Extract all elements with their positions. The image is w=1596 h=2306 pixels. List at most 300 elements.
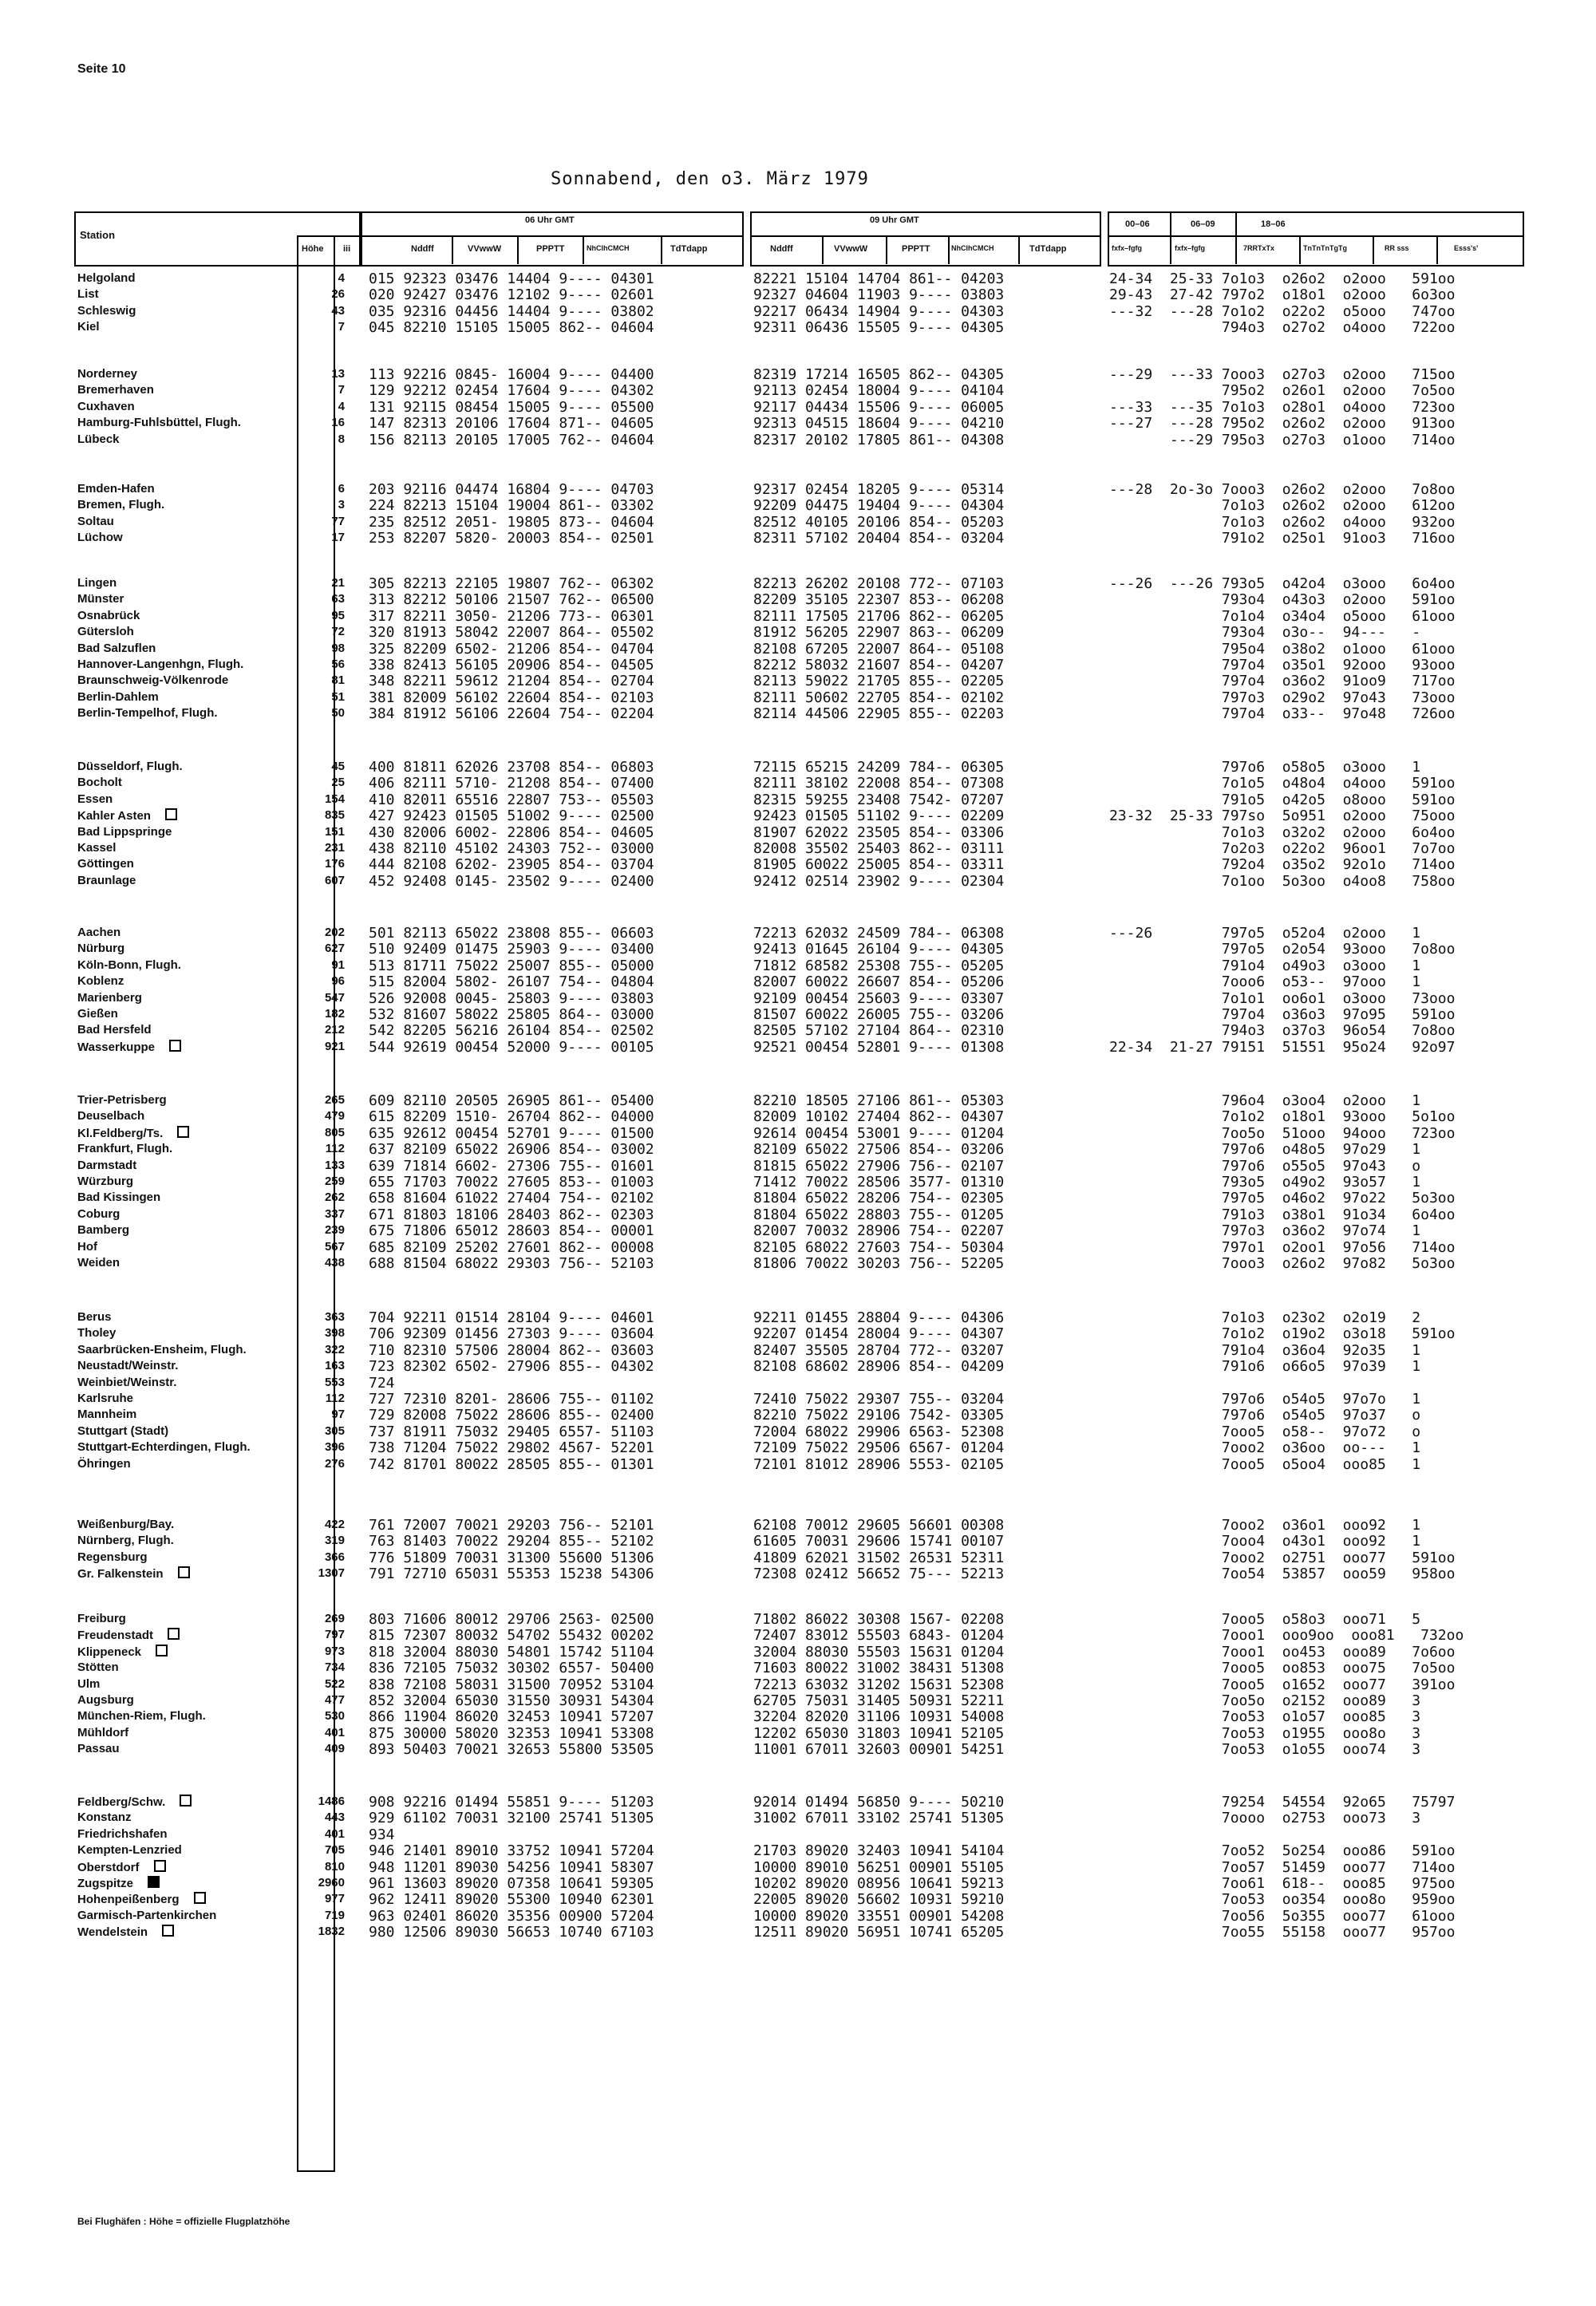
station-height: 398 bbox=[324, 1326, 345, 1341]
obs-extra: 797o4 o35o1 92ooo 93ooo bbox=[1109, 656, 1456, 673]
table-row bbox=[0, 609, 1596, 625]
station-name bbox=[77, 1566, 190, 1581]
nddff-header-09: Nddff bbox=[770, 244, 793, 254]
obs-06: 852 32004 65030 31550 30931 54304 bbox=[369, 1692, 654, 1709]
obs-09: 82007 70032 28906 754-- 02207 bbox=[753, 1222, 1005, 1240]
station-name: Soltau bbox=[77, 514, 114, 528]
obs-06: 400 81811 62026 23708 854-- 06803 bbox=[369, 759, 654, 776]
obs-06: 452 92408 0145- 23502 9---- 02400 bbox=[369, 872, 654, 890]
obs-06: 203 92116 04474 16804 9---- 04703 bbox=[369, 481, 654, 498]
station-height: 77 bbox=[331, 514, 345, 528]
station-height: 2960 bbox=[318, 1875, 345, 1889]
obs-09: 71603 80022 31002 38431 51308 bbox=[753, 1660, 1005, 1677]
table-row bbox=[0, 841, 1596, 857]
table-row bbox=[0, 1612, 1596, 1628]
table-row bbox=[0, 271, 1596, 287]
station-group bbox=[0, 1518, 1596, 1583]
station-name: Bad Kissingen bbox=[77, 1191, 161, 1205]
obs-extra: 7ooo1 oo453 ooo89 7o6oo bbox=[1109, 1643, 1456, 1660]
obs-extra: 7oo57 51459 ooo77 714oo bbox=[1109, 1858, 1456, 1876]
table-row bbox=[0, 531, 1596, 547]
table-row bbox=[0, 1223, 1596, 1239]
obs-09: 81907 62022 23505 854-- 03306 bbox=[753, 823, 1005, 841]
station-height: 43 bbox=[331, 303, 345, 318]
obs-06: 963 02401 86020 35356 00900 57204 bbox=[369, 1907, 654, 1925]
station-header: Station bbox=[80, 229, 116, 241]
nhcl-header: NhClhCMCH bbox=[587, 244, 630, 252]
station-height: 17 bbox=[331, 531, 345, 545]
obs-06: 980 12506 89030 56653 10740 67103 bbox=[369, 1924, 654, 1941]
obs-09: 92313 04515 18604 9---- 04210 bbox=[753, 415, 1005, 432]
table-row bbox=[0, 974, 1596, 990]
station-height: 4 bbox=[338, 271, 345, 285]
obs-extra: 7ooo5 o5oo4 ooo85 1 bbox=[1109, 1455, 1421, 1473]
obs-06: 513 81711 75022 25007 855-- 05000 bbox=[369, 957, 654, 974]
station-name: Weiden bbox=[77, 1255, 120, 1269]
obs-09: 82210 18505 27106 861-- 05303 bbox=[753, 1092, 1005, 1109]
obs-06: 020 92427 03476 12102 9---- 02601 bbox=[369, 286, 654, 304]
obs-06: 655 71703 70022 27605 853-- 01003 bbox=[369, 1173, 654, 1191]
divider bbox=[750, 235, 1100, 237]
obs-extra: 791o4 o36o4 92o35 1 bbox=[1109, 1341, 1421, 1359]
station-height: 1832 bbox=[318, 1925, 345, 1939]
obs-extra: 794o3 o37o3 96o54 7o8oo bbox=[1109, 1022, 1456, 1040]
station-name: Bamberg bbox=[77, 1223, 130, 1238]
table-row bbox=[0, 1843, 1596, 1859]
station-height: 422 bbox=[324, 1518, 345, 1531]
obs-extra: 7o1o1 oo6o1 o3ooo 73ooo bbox=[1109, 989, 1456, 1007]
obs-06: 727 72310 8201- 28606 755-- 01102 bbox=[369, 1390, 654, 1408]
station-name-text: Kl.Feldberg/Ts. bbox=[77, 1126, 164, 1140]
station-height: 91 bbox=[331, 958, 345, 972]
obs-06: 704 92211 01514 28104 9---- 04601 bbox=[369, 1309, 654, 1326]
obs-extra: 797o4 o36o3 97o95 591oo bbox=[1109, 1005, 1456, 1023]
station-marker-icon bbox=[162, 1925, 174, 1937]
obs-09: 72109 75022 29506 6567- 01204 bbox=[753, 1439, 1005, 1457]
obs-06: 045 82210 15105 15005 862-- 04604 bbox=[369, 319, 654, 337]
station-name: Stötten bbox=[77, 1660, 119, 1675]
obs-09: 82111 50602 22705 854-- 02102 bbox=[753, 689, 1005, 706]
obs-09: 82111 38102 22008 854-- 07308 bbox=[753, 775, 1005, 792]
station-height: 259 bbox=[324, 1174, 345, 1188]
obs-06: 510 92409 01475 25903 9---- 03400 bbox=[369, 941, 654, 958]
obs-09: 82221 15104 14704 861-- 04203 bbox=[753, 270, 1005, 287]
ppptt-header-09: PPPTT bbox=[902, 244, 930, 254]
station-height: 322 bbox=[324, 1342, 345, 1356]
table-row bbox=[0, 1709, 1596, 1725]
table-row bbox=[0, 1240, 1596, 1256]
table-row bbox=[0, 1424, 1596, 1440]
obs-09: 61605 70031 29606 15741 00107 bbox=[753, 1533, 1005, 1550]
divider bbox=[1299, 235, 1301, 264]
station-name: Lübeck bbox=[77, 432, 120, 446]
table-row bbox=[0, 657, 1596, 673]
station-height: 16 bbox=[331, 416, 345, 430]
divider bbox=[948, 235, 950, 264]
table-row bbox=[0, 1142, 1596, 1158]
obs-09: 82007 60022 26607 854-- 05206 bbox=[753, 973, 1005, 991]
gmt06-header: 06 Uhr GMT bbox=[525, 215, 575, 225]
table-row bbox=[0, 706, 1596, 722]
station-marker-icon bbox=[178, 1566, 190, 1578]
table-row bbox=[0, 690, 1596, 706]
station-height: 25 bbox=[331, 776, 345, 790]
obs-09: 82315 59255 23408 7542- 07207 bbox=[753, 791, 1005, 808]
page-number: Seite 10 bbox=[77, 62, 126, 76]
station-name bbox=[77, 1876, 160, 1890]
table-row bbox=[0, 1892, 1596, 1908]
obs-06: 803 71606 80012 29706 2563- 02500 bbox=[369, 1611, 654, 1628]
obs-extra: 7oo54 53857 ooo59 958oo bbox=[1109, 1566, 1456, 1583]
range-00-06: 00–06 bbox=[1125, 219, 1150, 229]
obs-extra: 797o6 o48o5 97o29 1 bbox=[1109, 1141, 1421, 1159]
station-name: Stuttgart-Echterdingen, Flugh. bbox=[77, 1440, 251, 1455]
station-name: Frankfurt, Flugh. bbox=[77, 1142, 173, 1156]
obs-09: 92211 01455 28804 9---- 04306 bbox=[753, 1309, 1005, 1326]
station-name: Hannover-Langenhgn, Flugh. bbox=[77, 657, 244, 671]
station-height: 530 bbox=[324, 1709, 345, 1724]
obs-06: 818 32004 88030 54801 15742 51104 bbox=[369, 1643, 654, 1660]
obs-09: 41809 62021 31502 26531 52311 bbox=[753, 1549, 1005, 1566]
station-name: Norderney bbox=[77, 367, 138, 381]
obs-extra: 797o6 o54o5 97o37 o bbox=[1109, 1407, 1421, 1424]
table-row bbox=[0, 1726, 1596, 1742]
station-name: Kempten-Lenzried bbox=[77, 1843, 182, 1858]
station-name: Lingen bbox=[77, 576, 117, 590]
obs-09: 62108 70012 29605 56601 00308 bbox=[753, 1517, 1005, 1534]
vvwww-header: VVwwW bbox=[468, 244, 502, 254]
obs-09: 72410 75022 29307 755-- 03204 bbox=[753, 1390, 1005, 1408]
station-height: 627 bbox=[324, 942, 345, 956]
table-row bbox=[0, 1550, 1596, 1566]
station-name: Lüchow bbox=[77, 531, 123, 545]
station-name: Regensburg bbox=[77, 1550, 148, 1564]
obs-06: 317 82211 3050- 21206 773-- 06301 bbox=[369, 607, 654, 625]
station-name bbox=[77, 1795, 192, 1809]
obs-09: 81806 70022 30203 756-- 52205 bbox=[753, 1254, 1005, 1272]
obs-06: 685 82109 25202 27601 862-- 00008 bbox=[369, 1238, 654, 1256]
station-group bbox=[0, 367, 1596, 448]
table-row bbox=[0, 1040, 1596, 1056]
obs-extra: 79254 54554 92o65 75797 bbox=[1109, 1794, 1456, 1810]
obs-06: 325 82209 6502- 21206 854-- 04704 bbox=[369, 640, 654, 657]
station-height: 553 bbox=[324, 1375, 345, 1389]
obs-06: 515 82004 5802- 26107 754-- 04804 bbox=[369, 973, 654, 991]
station-name: Aachen bbox=[77, 926, 121, 939]
obs-09: 82319 17214 16505 862-- 04305 bbox=[753, 366, 1005, 383]
table-row bbox=[0, 1827, 1596, 1843]
obs-06: 729 82008 75022 28606 855-- 02400 bbox=[369, 1407, 654, 1424]
obs-extra: ---27 ---28 795o2 o26o2 o2ooo 913oo bbox=[1109, 415, 1456, 432]
station-height: 719 bbox=[324, 1908, 345, 1922]
obs-09: 72213 62032 24509 784-- 06308 bbox=[753, 925, 1005, 942]
table-row bbox=[0, 958, 1596, 974]
obs-09: 10202 89020 08956 10641 59213 bbox=[753, 1874, 1005, 1892]
table-row bbox=[0, 1693, 1596, 1709]
station-group bbox=[0, 760, 1596, 890]
obs-09: 92521 00454 52801 9---- 01308 bbox=[753, 1038, 1005, 1056]
obs-06: 526 92008 0045- 25803 9---- 03803 bbox=[369, 989, 654, 1007]
footnote: Bei Flughäfen : Höhe = offizielle Flugplatzhöhe bbox=[77, 2216, 290, 2227]
station-name-text: Kahler Asten bbox=[77, 809, 151, 823]
divider bbox=[1018, 235, 1020, 264]
obs-extra: 793o5 o49o2 93o57 1 bbox=[1109, 1173, 1421, 1191]
obs-extra: 7ooo6 o53-- 97ooo 1 bbox=[1109, 973, 1421, 991]
obs-06: 253 82207 5820- 20003 854-- 02501 bbox=[369, 530, 654, 547]
station-name: Mannheim bbox=[77, 1408, 137, 1422]
obs-extra: 7o1o2 o18o1 93ooo 5o1oo bbox=[1109, 1108, 1456, 1126]
station-name: Bad Salzuflen bbox=[77, 641, 156, 655]
obs-09: 92014 01494 56850 9---- 50210 bbox=[753, 1794, 1005, 1810]
table-row bbox=[0, 1925, 1596, 1941]
obs-06: 738 71204 75022 29802 4567- 52201 bbox=[369, 1439, 654, 1457]
station-name: Göttingen bbox=[77, 857, 134, 871]
obs-06: 348 82211 59612 21204 854-- 02704 bbox=[369, 673, 654, 690]
obs-extra: ---28 2o-3o 7ooo3 o26o2 o2ooo 7o8oo bbox=[1109, 481, 1456, 498]
station-height: 13 bbox=[331, 367, 345, 381]
obs-extra: 7o1o2 o19o2 o3o18 591oo bbox=[1109, 1325, 1456, 1343]
obs-06: 305 82213 22105 19807 762-- 06302 bbox=[369, 575, 654, 592]
obs-06: 908 92216 01494 55851 9---- 51203 bbox=[369, 1794, 654, 1810]
station-name bbox=[77, 1126, 189, 1140]
obs-09: 92117 04434 15506 9---- 06005 bbox=[753, 398, 1005, 416]
obs-09: 32204 82020 31106 10931 54008 bbox=[753, 1708, 1005, 1726]
obs-06: 675 71806 65012 28603 854-- 00001 bbox=[369, 1222, 654, 1240]
obs-extra: 791o2 o25o1 91oo3 716oo bbox=[1109, 530, 1456, 547]
table-row bbox=[0, 383, 1596, 399]
station-name bbox=[77, 1040, 181, 1054]
obs-extra: 7ooo5 o58o3 ooo71 5 bbox=[1109, 1611, 1421, 1628]
table-row bbox=[0, 857, 1596, 873]
station-height: 8 bbox=[338, 432, 345, 446]
obs-06: 384 81912 56106 22604 754-- 02204 bbox=[369, 705, 654, 723]
obs-06: 639 71814 6602- 27306 755-- 01601 bbox=[369, 1157, 654, 1175]
station-name: Düsseldorf, Flugh. bbox=[77, 760, 183, 773]
obs-09: 82113 59022 21705 855-- 02205 bbox=[753, 673, 1005, 690]
nddff-header: Nddff bbox=[411, 244, 434, 254]
table-row bbox=[0, 592, 1596, 608]
obs-extra: 7ooo5 o58-- 97o72 o bbox=[1109, 1423, 1421, 1440]
obs-09: 81507 60022 26005 755-- 03206 bbox=[753, 1005, 1005, 1023]
table-row bbox=[0, 1175, 1596, 1191]
station-group bbox=[0, 271, 1596, 337]
station-height: 112 bbox=[325, 1391, 345, 1405]
divider bbox=[517, 235, 519, 264]
iii-header: iii bbox=[343, 244, 351, 254]
station-marker-icon bbox=[165, 808, 177, 820]
obs-06: 737 81911 75032 29405 6557- 51103 bbox=[369, 1423, 654, 1440]
station-name: Stuttgart (Stadt) bbox=[77, 1423, 169, 1438]
station-height: 26 bbox=[331, 287, 345, 302]
obs-06: 706 92309 01456 27303 9---- 03604 bbox=[369, 1325, 654, 1343]
obs-06: 406 82111 5710- 21208 854-- 07400 bbox=[369, 775, 654, 792]
divider bbox=[822, 235, 824, 264]
obs-extra: 7oo61 618-- ooo85 975oo bbox=[1109, 1874, 1456, 1892]
station-height: 7 bbox=[338, 383, 345, 397]
station-height: 522 bbox=[324, 1676, 345, 1691]
obs-09: 92412 02514 23902 9---- 02304 bbox=[753, 872, 1005, 890]
obs-extra: 791o3 o38o1 91o34 6o4oo bbox=[1109, 1206, 1456, 1223]
table-row bbox=[0, 1359, 1596, 1375]
station-name: List bbox=[77, 287, 99, 302]
obs-09: 82111 17505 21706 862-- 06205 bbox=[753, 607, 1005, 625]
station-height: 973 bbox=[324, 1644, 345, 1658]
station-height: 51 bbox=[331, 689, 345, 704]
table-row bbox=[0, 304, 1596, 320]
station-name: Weißenburg/Bay. bbox=[77, 1518, 175, 1531]
obs-extra: 22-34 21-27 79151 51551 95o24 92o97 bbox=[1109, 1038, 1456, 1056]
obs-06: 836 72105 75032 30302 6557- 50400 bbox=[369, 1660, 654, 1677]
station-height: 262 bbox=[324, 1191, 345, 1205]
obs-extra: 7oo53 o1o57 ooo85 3 bbox=[1109, 1708, 1421, 1726]
table-row bbox=[0, 1408, 1596, 1423]
station-name-text: Hohenpeißenberg bbox=[77, 1893, 180, 1907]
station-name bbox=[77, 1645, 168, 1659]
table-row bbox=[0, 991, 1596, 1007]
obs-extra: ---29 795o3 o27o3 o1ooo 714oo bbox=[1109, 431, 1456, 448]
station-name: Karlsruhe bbox=[77, 1391, 134, 1405]
obs-06: 338 82413 56105 20906 854-- 04505 bbox=[369, 656, 654, 673]
divider bbox=[359, 235, 742, 237]
station-height: 3 bbox=[338, 498, 345, 512]
obs-06: 761 72007 70021 29203 756-- 52101 bbox=[369, 1517, 654, 1534]
obs-09: 82213 26202 20108 772-- 07103 bbox=[753, 575, 1005, 592]
table-row bbox=[0, 1343, 1596, 1359]
obs-09: 82105 68022 27603 754-- 50304 bbox=[753, 1238, 1005, 1256]
obs-09: 72308 02412 56652 75--- 52213 bbox=[753, 1566, 1005, 1583]
obs-06: 609 82110 20505 26905 861-- 05400 bbox=[369, 1092, 654, 1109]
range-18-06: 18–06 bbox=[1261, 219, 1286, 229]
station-height: 63 bbox=[331, 592, 345, 606]
station-height: 265 bbox=[324, 1093, 345, 1107]
divider bbox=[886, 235, 887, 264]
table-row bbox=[0, 1256, 1596, 1272]
station-marker-icon bbox=[168, 1628, 180, 1640]
station-height: 401 bbox=[324, 1826, 345, 1841]
obs-09: 72115 65215 24209 784-- 06305 bbox=[753, 759, 1005, 776]
station-name: Schleswig bbox=[77, 303, 136, 318]
station-height: 810 bbox=[324, 1859, 345, 1874]
table-row bbox=[0, 1677, 1596, 1693]
obs-extra: 797o4 o36o2 91oo9 717oo bbox=[1109, 673, 1456, 690]
obs-09: 22005 89020 56602 10931 59210 bbox=[753, 1891, 1005, 1909]
obs-06: 929 61102 70031 32100 25741 51305 bbox=[369, 1810, 654, 1827]
divider bbox=[1373, 235, 1374, 264]
obs-extra: 7ooo2 o36oo oo--- 1 bbox=[1109, 1439, 1421, 1457]
rr-header: RR sss bbox=[1385, 244, 1409, 252]
obs-09: 92207 01454 28004 9---- 04307 bbox=[753, 1325, 1005, 1343]
station-name: Neustadt/Weinstr. bbox=[77, 1359, 179, 1373]
obs-extra: 7oo52 5o254 ooo86 591oo bbox=[1109, 1842, 1456, 1860]
obs-extra: 797o6 o55o5 97o43 o bbox=[1109, 1157, 1421, 1175]
obs-06: 710 82310 57506 28004 862-- 03603 bbox=[369, 1341, 654, 1359]
obs-06: 875 30000 58020 32353 10941 53308 bbox=[369, 1724, 654, 1742]
obs-extra: 7ooo2 o36o1 ooo92 1 bbox=[1109, 1517, 1421, 1534]
obs-extra: ---32 ---28 7o1o2 o22o2 o5ooo 747oo bbox=[1109, 302, 1456, 320]
obs-06: 658 81604 61022 27404 754-- 02102 bbox=[369, 1190, 654, 1207]
obs-09: 82505 57102 27104 864-- 02310 bbox=[753, 1022, 1005, 1040]
obs-06: 235 82512 2051- 19805 873-- 04604 bbox=[369, 513, 654, 531]
table-row bbox=[0, 1645, 1596, 1660]
obs-extra: 7ooo5 o1652 ooo77 391oo bbox=[1109, 1676, 1456, 1693]
station-height: 95 bbox=[331, 608, 345, 622]
station-name: Bad Hersfeld bbox=[77, 1023, 152, 1037]
obs-09: 81804 65022 28206 754-- 02305 bbox=[753, 1190, 1005, 1207]
obs-09: 72213 63032 31202 15631 52308 bbox=[753, 1676, 1005, 1693]
obs-extra: 7oooo o2753 ooo73 3 bbox=[1109, 1810, 1421, 1827]
station-group bbox=[0, 1612, 1596, 1759]
station-name: Ulm bbox=[77, 1676, 101, 1691]
obs-09: 21703 89020 32403 10941 54104 bbox=[753, 1842, 1005, 1860]
station-name: Gütersloh bbox=[77, 625, 134, 639]
obs-06: 224 82213 15104 19004 861-- 03302 bbox=[369, 497, 654, 515]
station-name: Berlin-Dahlem bbox=[77, 689, 159, 704]
station-height: 396 bbox=[324, 1440, 345, 1455]
divider bbox=[297, 235, 361, 237]
station-height: 6 bbox=[338, 482, 345, 496]
station-name: München-Riem, Flugh. bbox=[77, 1709, 206, 1724]
station-name: Mühldorf bbox=[77, 1725, 129, 1739]
station-name-text: Klippeneck bbox=[77, 1645, 142, 1659]
divider bbox=[297, 235, 298, 264]
table-row bbox=[0, 760, 1596, 776]
station-name bbox=[77, 1892, 206, 1906]
obs-09: 82108 67205 22007 864-- 05108 bbox=[753, 640, 1005, 657]
station-name: Kiel bbox=[77, 320, 100, 334]
table-row bbox=[0, 1628, 1596, 1644]
obs-06: 113 92216 0845- 16004 9---- 04400 bbox=[369, 366, 654, 383]
station-height: 72 bbox=[331, 625, 345, 639]
obs-extra: 797o5 o46o2 97o22 5o3oo bbox=[1109, 1190, 1456, 1207]
table-row bbox=[0, 515, 1596, 531]
station-name bbox=[77, 1628, 180, 1642]
obs-06: 637 82109 65022 26906 854-- 03002 bbox=[369, 1141, 654, 1159]
esss-header: Esss's' bbox=[1454, 244, 1479, 252]
obs-extra: 23-32 25-33 797so 5o951 o2ooo 75ooo bbox=[1109, 807, 1456, 825]
station-height: 96 bbox=[331, 974, 345, 989]
table-row bbox=[0, 1093, 1596, 1109]
table-row bbox=[0, 1376, 1596, 1392]
station-group bbox=[0, 576, 1596, 723]
table-row bbox=[0, 1909, 1596, 1925]
station-height: 176 bbox=[324, 857, 345, 871]
obs-extra: 791o6 o66o5 97o39 1 bbox=[1109, 1358, 1421, 1376]
station-height: 231 bbox=[324, 840, 345, 855]
table-row bbox=[0, 625, 1596, 641]
obs-06: 438 82110 45102 24303 752-- 03000 bbox=[369, 839, 654, 857]
station-name-text: Gr. Falkenstein bbox=[77, 1567, 164, 1581]
obs-06: 948 11201 89030 54256 10941 58307 bbox=[369, 1858, 654, 1876]
station-height: 276 bbox=[324, 1456, 345, 1471]
table-row bbox=[0, 673, 1596, 689]
station-marker-icon bbox=[156, 1645, 168, 1656]
obs-extra: 7o1o4 o34o4 o5ooo 61ooo bbox=[1109, 607, 1456, 625]
obs-09: 92413 01645 26104 9---- 04305 bbox=[753, 941, 1005, 958]
obs-09: 92113 02454 18004 9---- 04104 bbox=[753, 382, 1005, 400]
station-height: 98 bbox=[331, 641, 345, 655]
station-header-box bbox=[74, 211, 362, 267]
table-row bbox=[0, 1876, 1596, 1892]
tdtd-header-09: TdTdapp bbox=[1029, 244, 1067, 254]
obs-06: 791 72710 65031 55353 15238 54306 bbox=[369, 1566, 654, 1583]
station-name: Passau bbox=[77, 1742, 120, 1756]
obs-06: 015 92323 03476 14404 9---- 04301 bbox=[369, 270, 654, 287]
obs-09: 12511 89020 56951 10741 65205 bbox=[753, 1924, 1005, 1941]
obs-extra: 7ooo2 o2751 ooo77 591oo bbox=[1109, 1549, 1456, 1566]
obs-06: 946 21401 89010 33752 10941 57204 bbox=[369, 1842, 654, 1860]
obs-extra: 794o3 o27o2 o4ooo 722oo bbox=[1109, 319, 1456, 337]
station-name: Nürnberg, Flugh. bbox=[77, 1534, 174, 1548]
